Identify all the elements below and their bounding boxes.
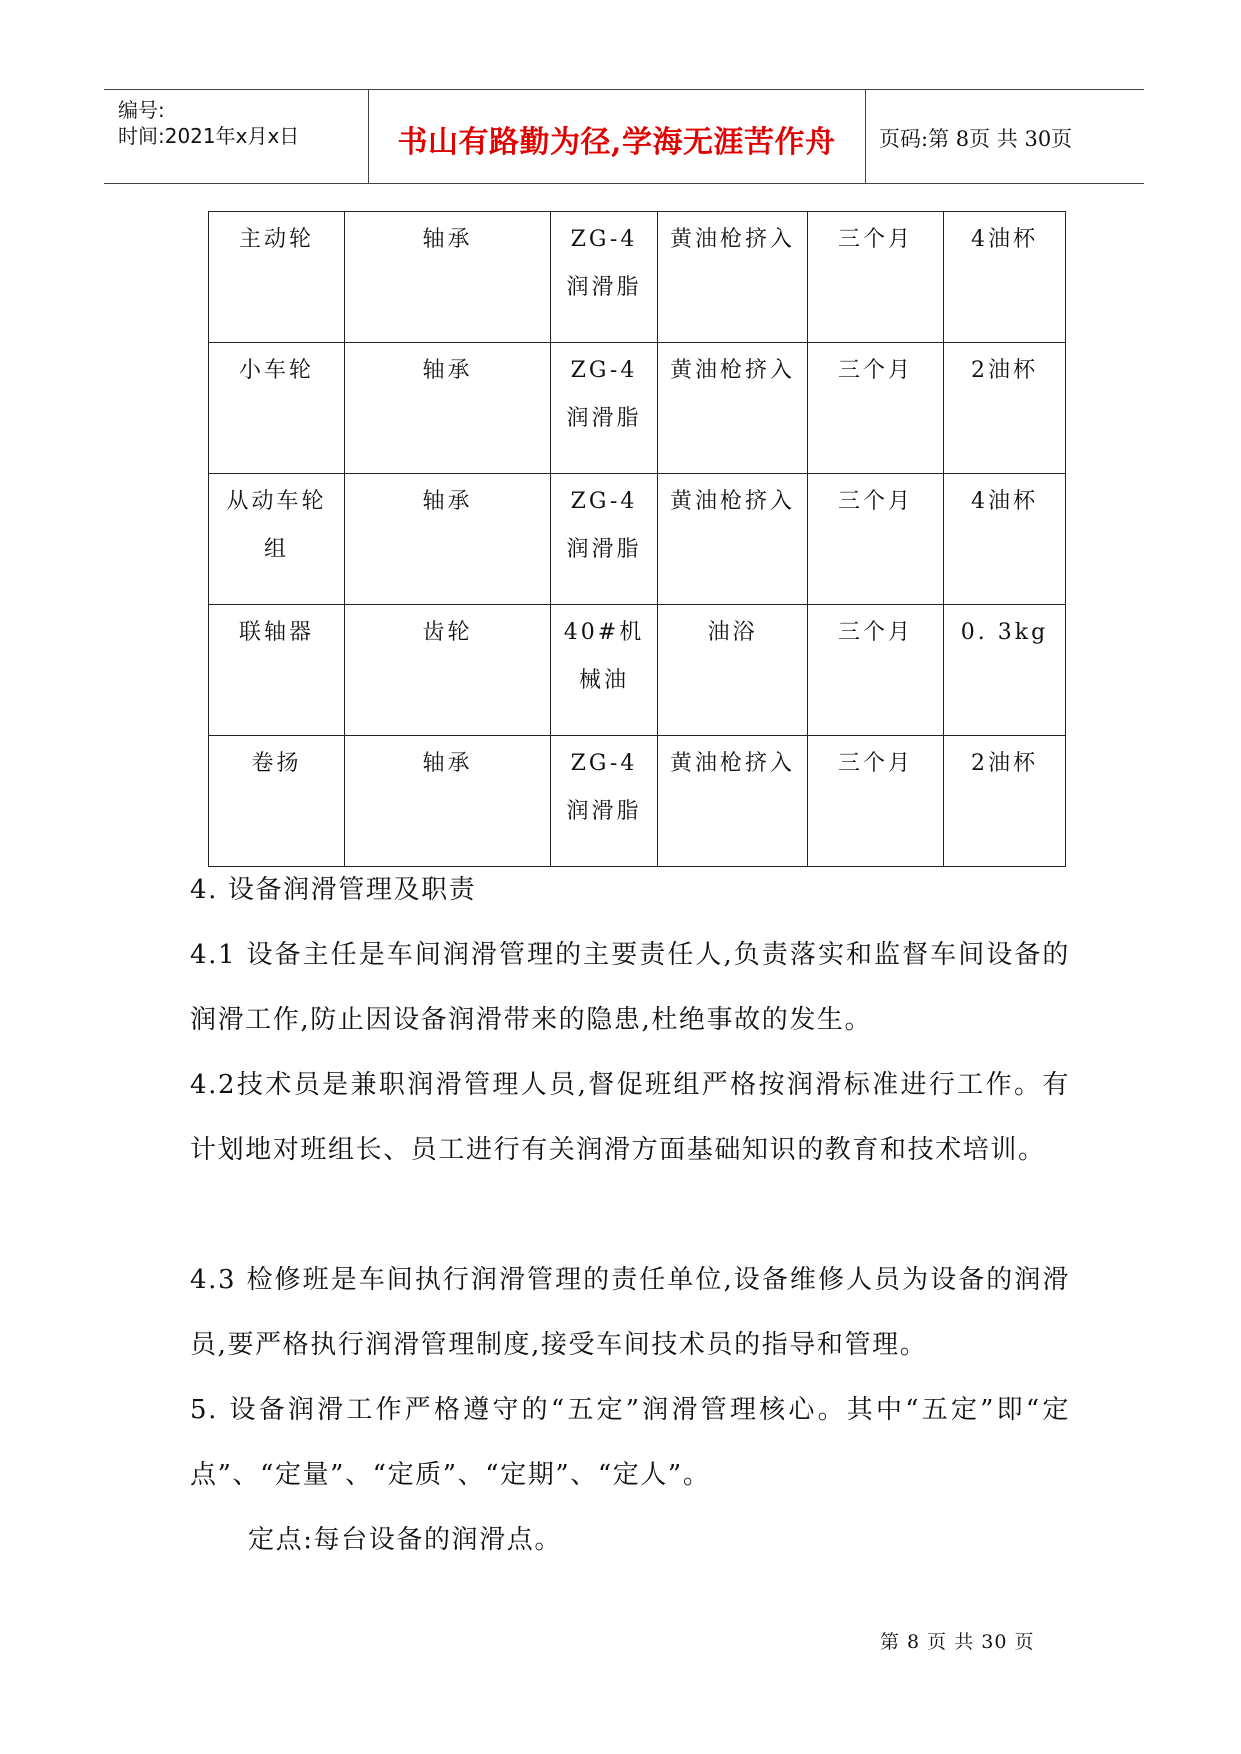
paragraph-4-3: 4.3 检修班是车间执行润滑管理的责任单位,设备维修人员为设备的润滑员,要严格执行润滑管理制度,接受车间技术员的指导和管理。 <box>190 1265 1070 1360</box>
header-middle-cell <box>368 90 866 183</box>
table-cell-period: 三个月 <box>808 212 944 343</box>
table-cell-quantity: 4油杯 <box>944 474 1066 605</box>
table-row <box>209 736 1066 867</box>
table-cell-method: 黄油枪挤入 <box>658 474 808 605</box>
table-cell-part: 小车轮 <box>209 343 345 474</box>
table-cell-method: 黄油枪挤入 <box>658 343 808 474</box>
table-row <box>209 474 1066 605</box>
table-row <box>209 212 1066 343</box>
table-cell-point: 轴承 <box>345 212 551 343</box>
header-left-cell <box>104 90 369 183</box>
table-cell-method: 油浴 <box>658 605 808 736</box>
table-cell-part: 卷扬 <box>209 736 345 867</box>
table-cell-quantity: 0. 3kg <box>944 605 1066 736</box>
table-cell-point: 轴承 <box>345 343 551 474</box>
table-cell-lubricant: 40#机械油 <box>551 605 658 736</box>
table-row <box>209 605 1066 736</box>
table-cell-point: 轴承 <box>345 736 551 867</box>
table-cell-lubricant: ZG-4润滑脂 <box>551 474 658 605</box>
paragraph-4-2: 4.2技术员是兼职润滑管理人员,督促班组严格按润滑标准进行工作。有计划地对班组长、员工进行有关润滑方面基础知识的教育和技术培训。 <box>190 1070 1070 1165</box>
paragraph-5: 5. 设备润滑工作严格遵守的“五定”润滑管理核心。其中“五定”即“定点”、“定量”、“定质”、“定期”、“定人”。 <box>190 1395 1070 1490</box>
table-cell-point: 齿轮 <box>345 605 551 736</box>
page-header <box>104 89 1144 184</box>
table-cell-method: 黄油枪挤入 <box>658 212 808 343</box>
table-cell-lubricant: ZG-4润滑脂 <box>551 736 658 867</box>
table-cell-method: 黄油枪挤入 <box>658 736 808 867</box>
table-cell-part: 主动轮 <box>209 212 345 343</box>
table-cell-quantity: 4油杯 <box>944 212 1066 343</box>
section-heading-4: 4. 设备润滑管理及职责 <box>190 875 477 905</box>
lubrication-table <box>208 211 1066 867</box>
table-cell-period: 三个月 <box>808 736 944 867</box>
table-cell-period: 三个月 <box>808 474 944 605</box>
table-row <box>209 343 1066 474</box>
table-cell-lubricant: ZG-4润滑脂 <box>551 343 658 474</box>
table-cell-lubricant: ZG-4润滑脂 <box>551 212 658 343</box>
header-motto: 书山有路勤为径,学海无涯苦作舟 <box>397 125 836 160</box>
paragraph-4-1: 4.1 设备主任是车间润滑管理的主要责任人,负责落实和监督车间设备的润滑工作,防止因设备润滑带来的隐患,杜绝事故的发生。 <box>190 940 1070 1035</box>
document-time-label: 时间:2021年x月x日 <box>118 124 300 148</box>
paragraph-fixed-point: 定点:每台设备的润滑点。 <box>248 1525 562 1555</box>
table-cell-quantity: 2油杯 <box>944 736 1066 867</box>
page-footer: 第 8 页 共 30 页 <box>880 1631 1035 1653</box>
table-cell-point: 轴承 <box>345 474 551 605</box>
header-page-label: 页码:第 8页 共 30页 <box>879 127 1073 151</box>
table-cell-part: 从动车轮组 <box>209 474 345 605</box>
table-cell-quantity: 2油杯 <box>944 343 1066 474</box>
document-number-label: 编号: <box>118 98 165 122</box>
table-cell-part: 联轴器 <box>209 605 345 736</box>
table-cell-period: 三个月 <box>808 343 944 474</box>
table-cell-period: 三个月 <box>808 605 944 736</box>
